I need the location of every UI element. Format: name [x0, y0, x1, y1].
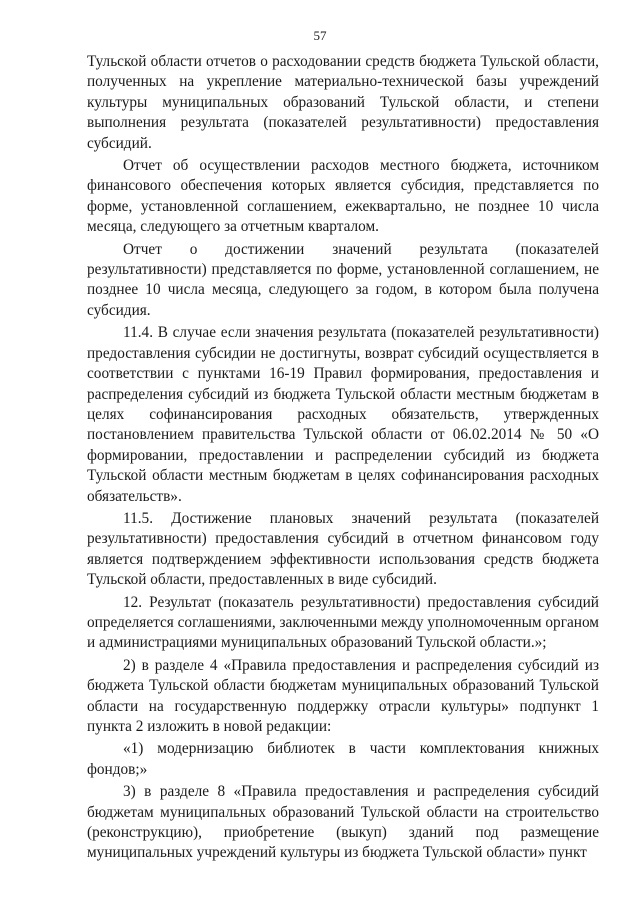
paragraph-expense-report: Отчет об осуществлении расходов местного бюджета, источником финансового обеспечения которых является субсидия, представляется по форме, установленной соглашением, ежеквартально, не позднее 10 числа месяца, следующего за отчетным кварталом.: [87, 157, 599, 236]
paragraph-11-4: 11.4. В случае если значения результата (показателей результативности) предоставления субсидии не достигнуты, возврат субсидий осуществляется в соответствии с пунктами 16-19 Правил формирования, предоставления и распределения субсидий из бюджета Тульской области местным бюджетам в целях софинансирования расходных обязательств, утвержденных постановлением правительства Тульской области от 06.02.2014 № 50 «О формировании, предоставлении и распределении субсидий из бюджета Тульской области местным бюджетам в целях софинансирования расходных обязательств».: [87, 324, 599, 505]
paragraph-12: 12. Результат (показатель результативности) предоставления субсидий определяется соглашениями, заключенными между уполномоченным органом и администрациями муниципальных образований Тульской области.»;: [87, 593, 599, 652]
paragraph-report-subsidies: Тульской области отчетов о расходовании средств бюджета Тульской области, полученных на укрепление материально-технической базы учреждений культуры муниципальных образований Тульской области, и степени выполнения результата (показателей результативности) предоставления субсидий.: [87, 53, 599, 152]
page-number: 57: [313, 28, 327, 43]
paragraph-result-report: Отчет о достижении значений результата (показателей результативности) представляется по форме, установленной соглашением, не позднее 10 числа месяца, следующего за годом, в котором была получена субсидия.: [87, 240, 599, 319]
body-text: [87, 52, 599, 866]
paragraph-amendment-3: 3) в разделе 8 «Правила предоставления и распределения субсидий бюджетам муниципальных образований Тульской области на строительство (реконструкцию), приобретение (выкуп) зданий под размещение муниципальных учреждений культуры из бюджета Тульской области» пункт: [87, 783, 599, 862]
paragraph-11-5: 11.5. Достижение плановых значений результата (показателей результативности) предоставления субсидий в отчетном финансовом году является подтверждением эффективности использования средств бюджета Тульской области, предоставленных в виде субсидий.: [87, 509, 599, 589]
paragraph-subitem-1: «1) модернизацию библиотек в части комплектования книжных фондов;»: [87, 740, 599, 778]
paragraph-amendment-2: 2) в разделе 4 «Правила предоставления и распределения субсидий из бюджета Тульской области бюджетам муниципальных образований Тульской области на государственную поддержку отрасли культуры» подпункт 1 пункта 2 изложить в новой редакции:: [87, 656, 599, 735]
